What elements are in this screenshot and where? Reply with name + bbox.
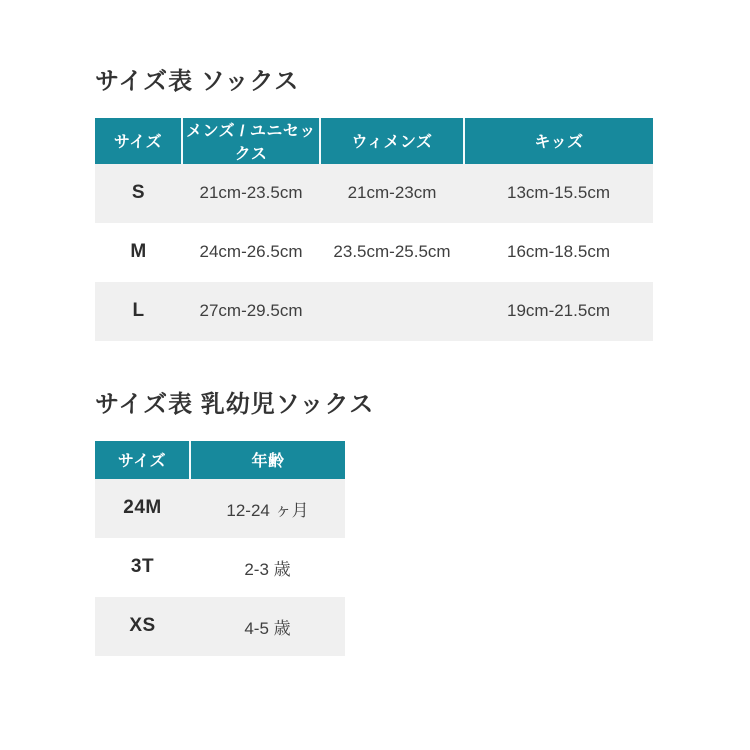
infant-socks-size-title: サイズ表 乳幼児ソックス xyxy=(95,390,375,418)
column-header-kids: キッズ xyxy=(464,118,653,164)
table-cell-kids: 13cm-15.5cm xyxy=(507,183,610,203)
size-label: 24M xyxy=(123,497,162,519)
column-header-womens: ウィメンズ xyxy=(320,118,464,164)
table-cell-mens: 24cm-26.5cm xyxy=(199,242,303,262)
socks-size-title: サイズ表 ソックス xyxy=(95,68,300,95)
table-cell-mens: 27cm-29.5cm xyxy=(199,301,303,321)
table-row-l xyxy=(95,282,653,341)
size-label: L xyxy=(132,300,145,322)
table-row-24m xyxy=(95,479,345,538)
column-header-age: 年齢 xyxy=(190,441,345,479)
column-header-size: サイズ xyxy=(95,441,190,479)
size-label: XS xyxy=(129,615,156,637)
table-row-s xyxy=(95,164,653,223)
infant-socks-size-section xyxy=(95,391,750,656)
column-header-mens-unisex: メンズ / ユニセックス xyxy=(182,118,320,164)
table-cell-womens: 23.5cm-25.5cm xyxy=(333,242,451,262)
socks-size-section xyxy=(95,68,750,341)
size-label: M xyxy=(130,241,147,263)
infant-header-row xyxy=(95,441,345,479)
table-row-m xyxy=(95,223,653,282)
table-row-xs xyxy=(95,597,345,656)
size-label: S xyxy=(131,182,146,204)
socks-header-row xyxy=(95,118,653,164)
table-row-3t xyxy=(95,538,345,597)
table-cell-kids: 19cm-21.5cm xyxy=(507,301,610,321)
table-cell-womens: 21cm-23cm xyxy=(347,183,437,203)
table-cell-mens: 21cm-23.5cm xyxy=(199,183,303,203)
table-cell-age: 4-5 歳 xyxy=(244,618,291,638)
socks-size-table xyxy=(95,118,653,341)
infant-socks-size-table xyxy=(95,441,345,656)
size-label: 3T xyxy=(130,556,155,578)
table-cell-kids: 16cm-18.5cm xyxy=(507,242,610,262)
table-cell-age: 12-24 ヶ月 xyxy=(226,500,309,520)
table-cell-age: 2-3 歳 xyxy=(244,559,291,579)
column-header-size: サイズ xyxy=(95,118,182,164)
table-cell-womens xyxy=(320,282,464,341)
